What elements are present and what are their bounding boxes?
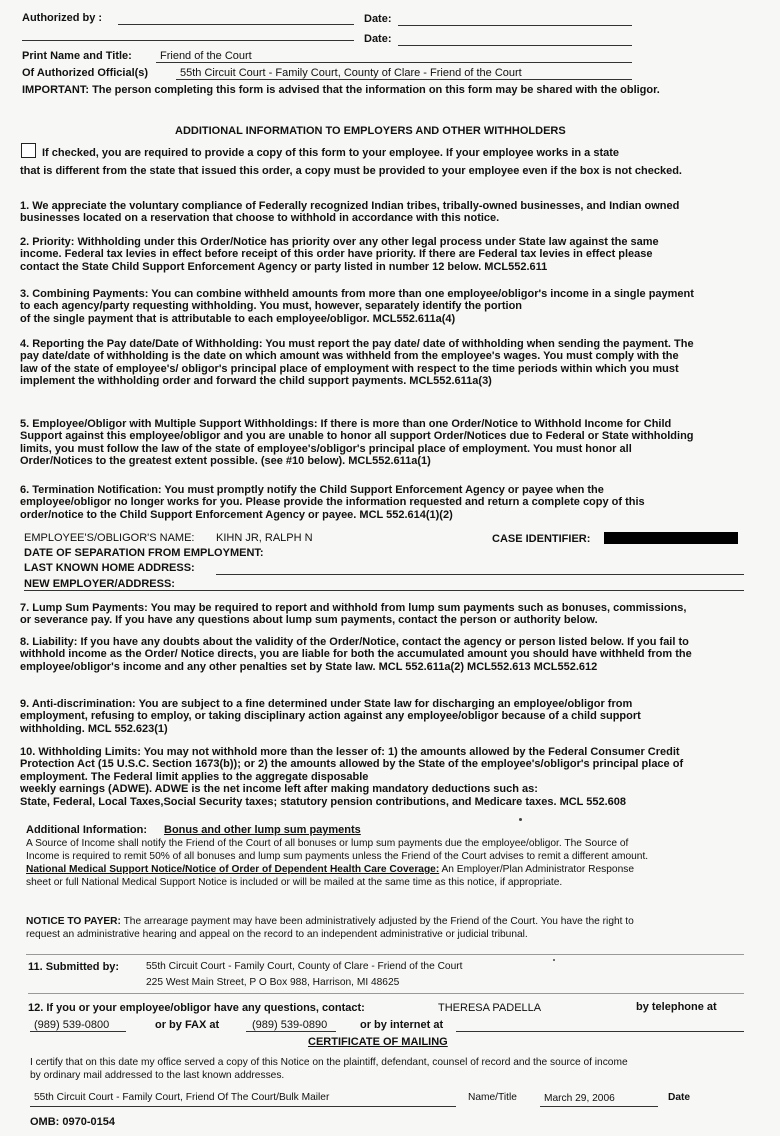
print-name-value: Friend of the Court <box>160 50 252 62</box>
important-notice: IMPORTANT: The person completing this form is advised that the information on this form may be shared with the obligor. <box>22 84 660 96</box>
employee-name-label: EMPLOYEE'S/OBLIGOR'S NAME: <box>24 532 195 544</box>
submitted-by-line2: 225 West Main Street, P O Box 988, Harrison, MI 48625 <box>146 977 400 988</box>
item-4-reporting: 4. Reporting the Pay date/Date of Withholding: You must report the pay date/ date of withholding when sending the payment. The pay date/date of withholding is the date on which amount was withheld from the employee's wages. You must comply with the law of the state of employee's/ obligor's principal place of employment with respect to the time periods within which you must implement the withholding order and forward the child support payments. MCL552.611a(3) <box>20 338 694 388</box>
additional-info-title: ADDITIONAL INFORMATION TO EMPLOYERS AND OTHER WITHHOLDERS <box>175 125 566 137</box>
home-address-label: LAST KNOWN HOME ADDRESS: <box>24 562 195 574</box>
authorized-by-label: Authorized by : <box>22 12 103 24</box>
internet-field[interactable] <box>456 1031 744 1032</box>
submitted-by-label: 11. Submitted by: <box>28 961 120 973</box>
case-identifier-redaction <box>604 532 738 544</box>
speck-mark <box>519 818 522 821</box>
date-field-1[interactable] <box>398 25 632 26</box>
print-name-underline <box>156 62 632 63</box>
telephone-underline <box>30 1031 126 1032</box>
separation-date-label: DATE OF SEPARATION FROM EMPLOYMENT: <box>24 547 264 559</box>
print-name-label: Print Name and Title: <box>22 50 132 62</box>
certificate-line1: I certify that on this date my office served a copy of this Notice on the plaintiff, defendant, counsel of record and the source of income <box>30 1057 628 1068</box>
contact-label: 12. If you or your employee/obligor have any questions, contact: <box>28 1002 365 1014</box>
item-9-anti-discrimination: 9. Anti-discrimination: You are subject to a fine determined under State law for discharging an employee/obligor from employment, refusing to employ, or taking disciplinary action against any employee/obligor because of a child support withholding. MCL 552.623(1) <box>20 698 641 735</box>
section-divider <box>26 954 744 955</box>
addl-info-label: Additional Information: <box>26 824 147 836</box>
item-10-withholding-limits: 10. Withholding Limits: You may not withhold more than the lesser of: 1) the amounts allowed by the Federal Consumer Credit Protection Act (15 U.S.C. Section 1673(b)); or 2) the amounts allowed by the State of the employee's/obligor's principal place of employment. The Federal limit applies to the aggregate disposable weekly earnings (ADWE). ADWE is the net income left after making mandatory deductions such as: State, Federal, Local Taxes,Social Security taxes; statutory pension contributions, and Medicare taxes. MCL 552.608 <box>20 746 684 808</box>
item-3-combining: 3. Combining Payments: You can combine withheld amounts from more than one employee/obligor's income in a single payment to each agency/party requesting withholding. You must, however, separately identify the portion of the single payment that is attributable to each employee/obligor. MCL552.611a(4) <box>20 288 694 325</box>
date-label-2: Date: <box>364 33 392 45</box>
fax-label: or by FAX at <box>155 1019 220 1031</box>
internet-label: or by internet at <box>360 1019 444 1031</box>
mailing-date-underline <box>540 1106 658 1107</box>
fax-underline <box>246 1031 336 1032</box>
notice-to-payer-label: NOTICE TO PAYER: <box>26 916 121 927</box>
speck-mark-2 <box>553 959 555 961</box>
new-employer-field[interactable] <box>24 590 744 591</box>
official-value: 55th Circuit Court - Family Court, County of Clare - Friend of the Court <box>180 67 522 79</box>
addl-info-line1: A Source of Income shall notify the Friend of the Court of all bonuses or lump sum payments due the employee/obligor. The Source of <box>26 838 629 849</box>
omb-number: OMB: 0970-0154 <box>30 1116 115 1128</box>
official-label: Of Authorized Official(s) <box>22 67 149 79</box>
certificate-line2: by ordinary mail addressed to the last known addresses. <box>30 1070 285 1081</box>
employee-copy-checkbox[interactable] <box>21 143 36 158</box>
item-6-termination: 6. Termination Notification: You must promptly notify the Child Support Enforcement Agency or payee when the employee/obligor no longer works for you. Please provide the information requested and return a complete copy of this order/notice to the Child Support Enforcement Agency or payee. MCL 552.614(1)(2) <box>20 484 645 521</box>
official-underline <box>176 79 632 80</box>
name-title-label: Name/Title <box>468 1092 517 1103</box>
addl-info-line2: Income is required to remit 50% of all bonuses and lump sum payments unless the Friend of the Court advises to remit a different amount. <box>26 851 649 862</box>
notice-to-payer-line1: NOTICE TO PAYER: The arrearage payment may have been administratively adjusted by the Friend of the Court. You have the right to <box>26 916 634 927</box>
telephone-label: by telephone at <box>636 1001 717 1013</box>
addl-info-line3: National Medical Support Notice/Notice of Order of Dependent Health Care Coverage: An Employer/Plan Administrator Response <box>26 864 635 875</box>
new-employer-label: NEW EMPLOYER/ADDRESS: <box>24 578 175 590</box>
contact-name: THERESA PADELLA <box>438 1002 542 1014</box>
addl-info-heading: Bonus and other lump sum payments <box>164 824 361 836</box>
nmsn-heading: National Medical Support Notice/Notice of Order of Dependent Health Care Coverage: <box>26 864 440 875</box>
employee-name-value: KIHN JR, RALPH N <box>216 532 313 544</box>
item-5-multiple: 5. Employee/Obligor with Multiple Support Withholdings: If there is more than one Order/Notice to Withhold Income for Child Support against this employee/obligor and you are unable to honor all support Order/Notices due to Federal or State withholding limits, you must follow the law of the state of employee's/obligor's principal place of employment. You must honor all Order/Notices to the greatest extent possible. (see #10 below). MCL552.611a(1) <box>20 418 694 468</box>
home-address-field[interactable] <box>216 574 744 575</box>
sender-underline <box>30 1106 456 1107</box>
second-signature-line[interactable] <box>22 40 354 41</box>
authorized-by-signature-line[interactable] <box>118 24 354 25</box>
submitted-by-line1: 55th Circuit Court - Family Court, County of Clare - Friend of the Court <box>146 961 463 972</box>
fax-number: (989) 539-0890 <box>252 1019 328 1031</box>
case-identifier-label: CASE IDENTIFIER: <box>492 533 591 545</box>
checkbox-text-line1: If checked, you are required to provide a copy of this form to your employee. If your employee works in a state <box>42 147 620 159</box>
notice-to-payer-line2: request an administrative hearing and appeal on the record to an independent administrative or judicial tribunal. <box>26 929 528 940</box>
date-label-mailing: Date <box>668 1092 691 1103</box>
date-label-1: Date: <box>364 13 392 25</box>
mailing-date-value: March 29, 2006 <box>544 1093 615 1104</box>
telephone-number: (989) 539-0800 <box>34 1019 110 1031</box>
certificate-of-mailing-title: CERTIFICATE OF MAILING <box>308 1036 448 1048</box>
mailing-sender: 55th Circuit Court - Family Court, Friend Of The Court/Bulk Mailer <box>34 1092 330 1103</box>
addl-info-line4: sheet or full National Medical Support Notice is included or will be mailed at the same time as this notice, if appropriate. <box>26 877 563 888</box>
item-8-liability: 8. Liability: If you have any doubts about the validity of the Order/Notice, contact the agency or person listed below. If you fail to withhold income as the Order/ Notice directs, you are liable for both the accumulated amount you should have withheld from the employee/obligor's income and any other penalties set by State law. MCL 552.611a(2) MCL552.613 MCL552.612 <box>20 636 692 673</box>
date-field-2[interactable] <box>398 45 632 46</box>
checkbox-text-line2: that is different from the state that issued this order, a copy must be provided to your employee even if the box is not checked. <box>20 165 682 177</box>
item-1: 1. We appreciate the voluntary compliance of Federally recognized Indian tribes, tribally-owned businesses, and Indian owned businesses located on a reservation that choose to withhold in accordance with this notice. <box>20 200 680 225</box>
item-2-priority: 2. Priority: Withholding under this Order/Notice has priority over any other legal process under State law against the same income. Federal tax levies in effect before receipt of this order have priority. If there are Federal tax levies in effect please contact the State Child Support Enforcement Agency or party listed in number 12 below. MCL552.611 <box>20 236 659 273</box>
item-7-lump-sum: 7. Lump Sum Payments: You may be required to report and withhold from lump sum payments such as bonuses, commissions, or severance pay. If you have any questions about lump sum payments, contact the person or authority below. <box>20 602 687 627</box>
section-divider-2 <box>28 993 744 994</box>
